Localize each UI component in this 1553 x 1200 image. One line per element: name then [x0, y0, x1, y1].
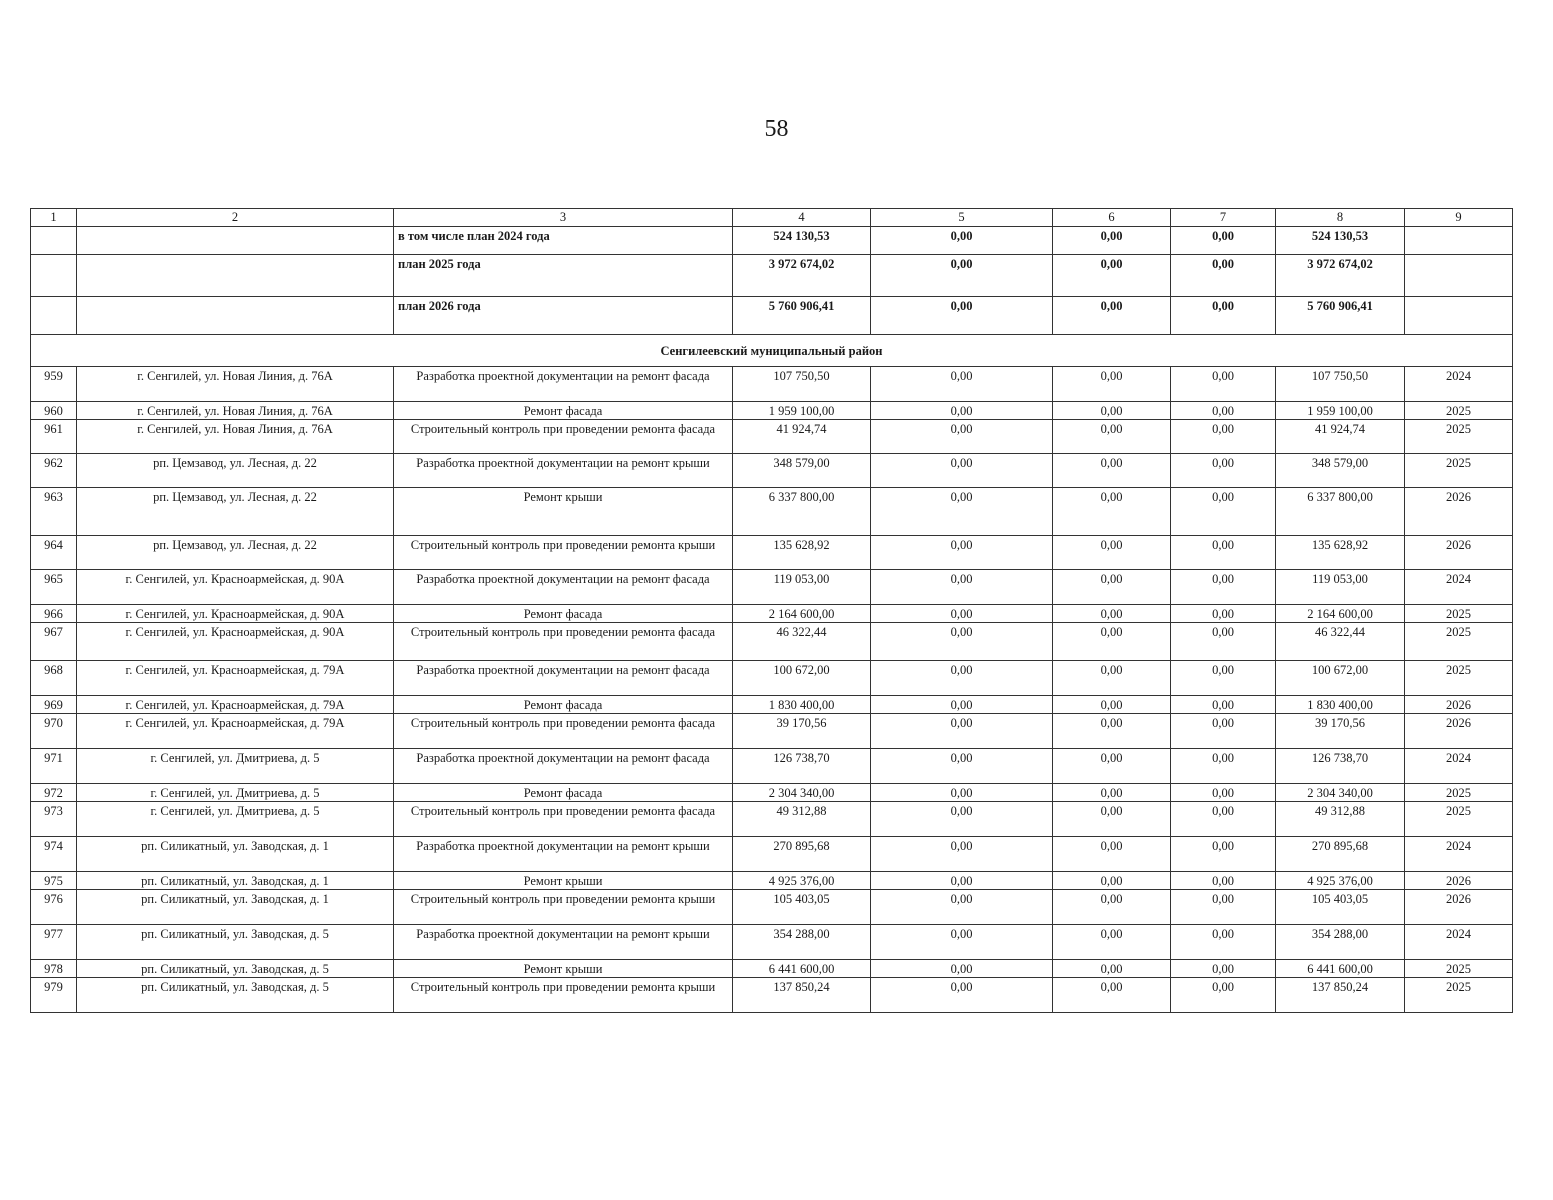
row-work-type: Ремонт фасада [394, 696, 733, 714]
row-number: 971 [31, 749, 77, 784]
row-number: 966 [31, 605, 77, 623]
row-col5: 0,00 [871, 367, 1053, 402]
row-year: 2025 [1405, 802, 1513, 837]
row-col8: 49 312,88 [1276, 802, 1405, 837]
row-year: 2024 [1405, 837, 1513, 872]
row-col7: 0,00 [1171, 536, 1276, 570]
table-row [31, 605, 1513, 623]
row-number: 970 [31, 714, 77, 749]
row-year: 2025 [1405, 402, 1513, 420]
table-row [31, 488, 1513, 536]
district-row [31, 335, 1513, 367]
row-work-type: Разработка проектной документации на ремонт крыши [394, 454, 733, 488]
row-col4-total: 6 441 600,00 [733, 960, 871, 978]
summary-cell-empty [31, 297, 77, 335]
row-col8: 354 288,00 [1276, 925, 1405, 960]
row-col7: 0,00 [1171, 402, 1276, 420]
row-year: 2025 [1405, 623, 1513, 661]
row-col6: 0,00 [1053, 714, 1171, 749]
row-col6: 0,00 [1053, 872, 1171, 890]
row-address: г. Сенгилей, ул. Дмитриева, д. 5 [77, 802, 394, 837]
row-year: 2025 [1405, 978, 1513, 1013]
row-address: рп. Цемзавод, ул. Лесная, д. 22 [77, 488, 394, 536]
row-work-type: Ремонт крыши [394, 872, 733, 890]
row-year: 2026 [1405, 488, 1513, 536]
row-col6: 0,00 [1053, 623, 1171, 661]
row-col5: 0,00 [871, 960, 1053, 978]
summary-col8: 3 972 674,02 [1276, 255, 1405, 297]
row-work-type: Строительный контроль при проведении ремонта фасада [394, 420, 733, 454]
row-work-type: Ремонт фасада [394, 402, 733, 420]
row-col8: 100 672,00 [1276, 661, 1405, 696]
summary-col7: 0,00 [1171, 227, 1276, 255]
table-row [31, 978, 1513, 1013]
col-header-9: 9 [1405, 209, 1513, 227]
row-col4-total: 2 164 600,00 [733, 605, 871, 623]
row-col7: 0,00 [1171, 802, 1276, 837]
table-row [31, 784, 1513, 802]
row-col7: 0,00 [1171, 837, 1276, 872]
row-col5: 0,00 [871, 890, 1053, 925]
row-col8: 1 959 100,00 [1276, 402, 1405, 420]
row-work-type: Строительный контроль при проведении ремонта фасада [394, 714, 733, 749]
summary-cell-empty [77, 297, 394, 335]
row-number: 968 [31, 661, 77, 696]
row-col7: 0,00 [1171, 872, 1276, 890]
row-col5: 0,00 [871, 536, 1053, 570]
table-row [31, 661, 1513, 696]
row-col4-total: 105 403,05 [733, 890, 871, 925]
row-work-type: Строительный контроль при проведении ремонта крыши [394, 536, 733, 570]
row-col5: 0,00 [871, 978, 1053, 1013]
row-col6: 0,00 [1053, 570, 1171, 605]
row-year: 2025 [1405, 661, 1513, 696]
row-col6: 0,00 [1053, 837, 1171, 872]
row-number: 972 [31, 784, 77, 802]
row-col5: 0,00 [871, 420, 1053, 454]
row-number: 965 [31, 570, 77, 605]
row-col8: 2 164 600,00 [1276, 605, 1405, 623]
row-col5: 0,00 [871, 784, 1053, 802]
summary-col5: 0,00 [871, 297, 1053, 335]
summary-label: план 2026 года [394, 297, 733, 335]
col-header-7: 7 [1171, 209, 1276, 227]
row-address: г. Сенгилей, ул. Красноармейская, д. 79А [77, 696, 394, 714]
row-number: 961 [31, 420, 77, 454]
row-number: 975 [31, 872, 77, 890]
row-number: 976 [31, 890, 77, 925]
table-row [31, 890, 1513, 925]
row-col8: 107 750,50 [1276, 367, 1405, 402]
row-number: 964 [31, 536, 77, 570]
row-col4-total: 46 322,44 [733, 623, 871, 661]
row-col5: 0,00 [871, 454, 1053, 488]
row-col5: 0,00 [871, 402, 1053, 420]
row-year: 2025 [1405, 420, 1513, 454]
row-col8: 348 579,00 [1276, 454, 1405, 488]
row-address: рп. Силикатный, ул. Заводская, д. 1 [77, 837, 394, 872]
row-col4-total: 6 337 800,00 [733, 488, 871, 536]
page-number: 58 [764, 116, 789, 142]
row-col6: 0,00 [1053, 367, 1171, 402]
row-col5: 0,00 [871, 872, 1053, 890]
row-col6: 0,00 [1053, 488, 1171, 536]
row-work-type: Ремонт крыши [394, 488, 733, 536]
row-number: 973 [31, 802, 77, 837]
row-address: г. Сенгилей, ул. Дмитриева, д. 5 [77, 784, 394, 802]
row-col8: 39 170,56 [1276, 714, 1405, 749]
row-address: рп. Цемзавод, ул. Лесная, д. 22 [77, 454, 394, 488]
row-col8: 137 850,24 [1276, 978, 1405, 1013]
col-header-3: 3 [394, 209, 733, 227]
row-col4-total: 1 959 100,00 [733, 402, 871, 420]
table-row [31, 696, 1513, 714]
summary-row [31, 297, 1513, 335]
row-col5: 0,00 [871, 749, 1053, 784]
col-header-8: 8 [1276, 209, 1405, 227]
summary-col4: 5 760 906,41 [733, 297, 871, 335]
row-col6: 0,00 [1053, 802, 1171, 837]
row-year: 2024 [1405, 367, 1513, 402]
summary-cell-empty [77, 227, 394, 255]
row-work-type: Разработка проектной документации на ремонт фасада [394, 749, 733, 784]
table-row [31, 536, 1513, 570]
row-address: г. Сенгилей, ул. Новая Линия, д. 76А [77, 367, 394, 402]
row-year: 2026 [1405, 872, 1513, 890]
row-col4-total: 270 895,68 [733, 837, 871, 872]
row-number: 978 [31, 960, 77, 978]
row-address: рп. Силикатный, ул. Заводская, д. 1 [77, 872, 394, 890]
table-row [31, 960, 1513, 978]
row-address: рп. Цемзавод, ул. Лесная, д. 22 [77, 536, 394, 570]
row-year: 2024 [1405, 749, 1513, 784]
summary-cell-empty [31, 255, 77, 297]
row-address: г. Сенгилей, ул. Дмитриева, д. 5 [77, 749, 394, 784]
col-header-1: 1 [31, 209, 77, 227]
row-col8: 119 053,00 [1276, 570, 1405, 605]
row-number: 960 [31, 402, 77, 420]
row-work-type: Разработка проектной документации на ремонт фасада [394, 367, 733, 402]
row-year: 2025 [1405, 784, 1513, 802]
repair-plan-table [30, 208, 1513, 1013]
row-col5: 0,00 [871, 837, 1053, 872]
col-header-6: 6 [1053, 209, 1171, 227]
row-col6: 0,00 [1053, 749, 1171, 784]
row-address: г. Сенгилей, ул. Красноармейская, д. 90А [77, 605, 394, 623]
summary-col4: 3 972 674,02 [733, 255, 871, 297]
row-col4-total: 1 830 400,00 [733, 696, 871, 714]
summary-label: план 2025 года [394, 255, 733, 297]
summary-col7: 0,00 [1171, 255, 1276, 297]
row-year: 2026 [1405, 536, 1513, 570]
summary-col6: 0,00 [1053, 227, 1171, 255]
table-row [31, 454, 1513, 488]
row-col5: 0,00 [871, 570, 1053, 605]
row-col5: 0,00 [871, 605, 1053, 623]
row-year: 2026 [1405, 696, 1513, 714]
row-col7: 0,00 [1171, 960, 1276, 978]
row-col7: 0,00 [1171, 623, 1276, 661]
summary-cell-empty [1405, 255, 1513, 297]
col-header-2: 2 [77, 209, 394, 227]
table-row [31, 872, 1513, 890]
row-work-type: Ремонт фасада [394, 605, 733, 623]
row-address: рп. Силикатный, ул. Заводская, д. 1 [77, 890, 394, 925]
row-number: 959 [31, 367, 77, 402]
row-col6: 0,00 [1053, 696, 1171, 714]
row-number: 963 [31, 488, 77, 536]
row-col8: 126 738,70 [1276, 749, 1405, 784]
row-col6: 0,00 [1053, 420, 1171, 454]
row-col8: 2 304 340,00 [1276, 784, 1405, 802]
row-year: 2026 [1405, 714, 1513, 749]
row-col4-total: 107 750,50 [733, 367, 871, 402]
row-col6: 0,00 [1053, 454, 1171, 488]
row-col7: 0,00 [1171, 661, 1276, 696]
row-address: г. Сенгилей, ул. Красноармейская, д. 90А [77, 623, 394, 661]
row-col8: 135 628,92 [1276, 536, 1405, 570]
row-year: 2024 [1405, 570, 1513, 605]
table-row [31, 570, 1513, 605]
table-row [31, 623, 1513, 661]
row-col5: 0,00 [871, 623, 1053, 661]
row-work-type: Разработка проектной документации на ремонт фасада [394, 661, 733, 696]
column-number-row [31, 209, 1513, 227]
summary-col8: 5 760 906,41 [1276, 297, 1405, 335]
summary-col8: 524 130,53 [1276, 227, 1405, 255]
row-col7: 0,00 [1171, 784, 1276, 802]
summary-cell-empty [77, 255, 394, 297]
table-row [31, 837, 1513, 872]
row-year: 2025 [1405, 605, 1513, 623]
row-work-type: Строительный контроль при проведении ремонта крыши [394, 978, 733, 1013]
row-number: 962 [31, 454, 77, 488]
row-year: 2025 [1405, 960, 1513, 978]
table-body [31, 209, 1513, 1013]
row-col6: 0,00 [1053, 605, 1171, 623]
summary-col6: 0,00 [1053, 297, 1171, 335]
row-col6: 0,00 [1053, 536, 1171, 570]
row-address: г. Сенгилей, ул. Новая Линия, д. 76А [77, 402, 394, 420]
row-work-type: Строительный контроль при проведении ремонта крыши [394, 890, 733, 925]
row-col7: 0,00 [1171, 488, 1276, 536]
summary-col7: 0,00 [1171, 297, 1276, 335]
row-col7: 0,00 [1171, 978, 1276, 1013]
summary-row [31, 255, 1513, 297]
row-col6: 0,00 [1053, 890, 1171, 925]
row-col7: 0,00 [1171, 420, 1276, 454]
col-header-5: 5 [871, 209, 1053, 227]
table-row [31, 925, 1513, 960]
row-address: г. Сенгилей, ул. Красноармейская, д. 79А [77, 661, 394, 696]
row-address: рп. Силикатный, ул. Заводская, д. 5 [77, 960, 394, 978]
row-year: 2024 [1405, 925, 1513, 960]
summary-col5: 0,00 [871, 227, 1053, 255]
row-col7: 0,00 [1171, 714, 1276, 749]
table-row [31, 367, 1513, 402]
row-col7: 0,00 [1171, 367, 1276, 402]
row-address: рп. Силикатный, ул. Заводская, д. 5 [77, 925, 394, 960]
row-col6: 0,00 [1053, 925, 1171, 960]
district-title: Сенгилеевский муниципальный район [31, 335, 1513, 367]
row-col6: 0,00 [1053, 978, 1171, 1013]
row-col4-total: 39 170,56 [733, 714, 871, 749]
row-col6: 0,00 [1053, 661, 1171, 696]
table-row [31, 420, 1513, 454]
col-header-4: 4 [733, 209, 871, 227]
row-col7: 0,00 [1171, 925, 1276, 960]
row-col8: 41 924,74 [1276, 420, 1405, 454]
row-col7: 0,00 [1171, 890, 1276, 925]
row-col6: 0,00 [1053, 960, 1171, 978]
row-col4-total: 49 312,88 [733, 802, 871, 837]
row-col8: 270 895,68 [1276, 837, 1405, 872]
row-address: г. Сенгилей, ул. Красноармейская, д. 79А [77, 714, 394, 749]
summary-cell-empty [31, 227, 77, 255]
summary-cell-empty [1405, 297, 1513, 335]
row-work-type: Ремонт крыши [394, 960, 733, 978]
row-number: 969 [31, 696, 77, 714]
row-address: рп. Силикатный, ул. Заводская, д. 5 [77, 978, 394, 1013]
row-col5: 0,00 [871, 714, 1053, 749]
row-work-type: Разработка проектной документации на ремонт крыши [394, 925, 733, 960]
row-col5: 0,00 [871, 661, 1053, 696]
row-col7: 0,00 [1171, 454, 1276, 488]
row-col8: 105 403,05 [1276, 890, 1405, 925]
row-col5: 0,00 [871, 696, 1053, 714]
row-col7: 0,00 [1171, 749, 1276, 784]
table-row [31, 749, 1513, 784]
table-row [31, 402, 1513, 420]
row-col7: 0,00 [1171, 605, 1276, 623]
row-number: 974 [31, 837, 77, 872]
row-col4-total: 126 738,70 [733, 749, 871, 784]
row-col8: 1 830 400,00 [1276, 696, 1405, 714]
table-row [31, 714, 1513, 749]
row-col7: 0,00 [1171, 696, 1276, 714]
summary-cell-empty [1405, 227, 1513, 255]
row-col4-total: 135 628,92 [733, 536, 871, 570]
summary-row [31, 227, 1513, 255]
row-number: 977 [31, 925, 77, 960]
row-col4-total: 354 288,00 [733, 925, 871, 960]
summary-col5: 0,00 [871, 255, 1053, 297]
row-col5: 0,00 [871, 802, 1053, 837]
row-year: 2026 [1405, 890, 1513, 925]
row-work-type: Разработка проектной документации на ремонт фасада [394, 570, 733, 605]
row-col6: 0,00 [1053, 402, 1171, 420]
row-work-type: Разработка проектной документации на ремонт крыши [394, 837, 733, 872]
row-col5: 0,00 [871, 925, 1053, 960]
row-address: г. Сенгилей, ул. Красноармейская, д. 90А [77, 570, 394, 605]
summary-col6: 0,00 [1053, 255, 1171, 297]
row-col7: 0,00 [1171, 570, 1276, 605]
row-work-type: Ремонт фасада [394, 784, 733, 802]
row-number: 967 [31, 623, 77, 661]
row-col4-total: 4 925 376,00 [733, 872, 871, 890]
row-col4-total: 348 579,00 [733, 454, 871, 488]
row-number: 979 [31, 978, 77, 1013]
row-col8: 46 322,44 [1276, 623, 1405, 661]
row-col5: 0,00 [871, 488, 1053, 536]
row-col8: 6 337 800,00 [1276, 488, 1405, 536]
row-col4-total: 119 053,00 [733, 570, 871, 605]
row-work-type: Строительный контроль при проведении ремонта фасада [394, 623, 733, 661]
row-col8: 4 925 376,00 [1276, 872, 1405, 890]
row-work-type: Строительный контроль при проведении ремонта фасада [394, 802, 733, 837]
row-col4-total: 41 924,74 [733, 420, 871, 454]
summary-col4: 524 130,53 [733, 227, 871, 255]
row-col4-total: 2 304 340,00 [733, 784, 871, 802]
summary-label: в том числе план 2024 года [394, 227, 733, 255]
row-year: 2025 [1405, 454, 1513, 488]
row-col8: 6 441 600,00 [1276, 960, 1405, 978]
table-row [31, 802, 1513, 837]
row-col6: 0,00 [1053, 784, 1171, 802]
row-address: г. Сенгилей, ул. Новая Линия, д. 76А [77, 420, 394, 454]
row-col4-total: 100 672,00 [733, 661, 871, 696]
row-col4-total: 137 850,24 [733, 978, 871, 1013]
